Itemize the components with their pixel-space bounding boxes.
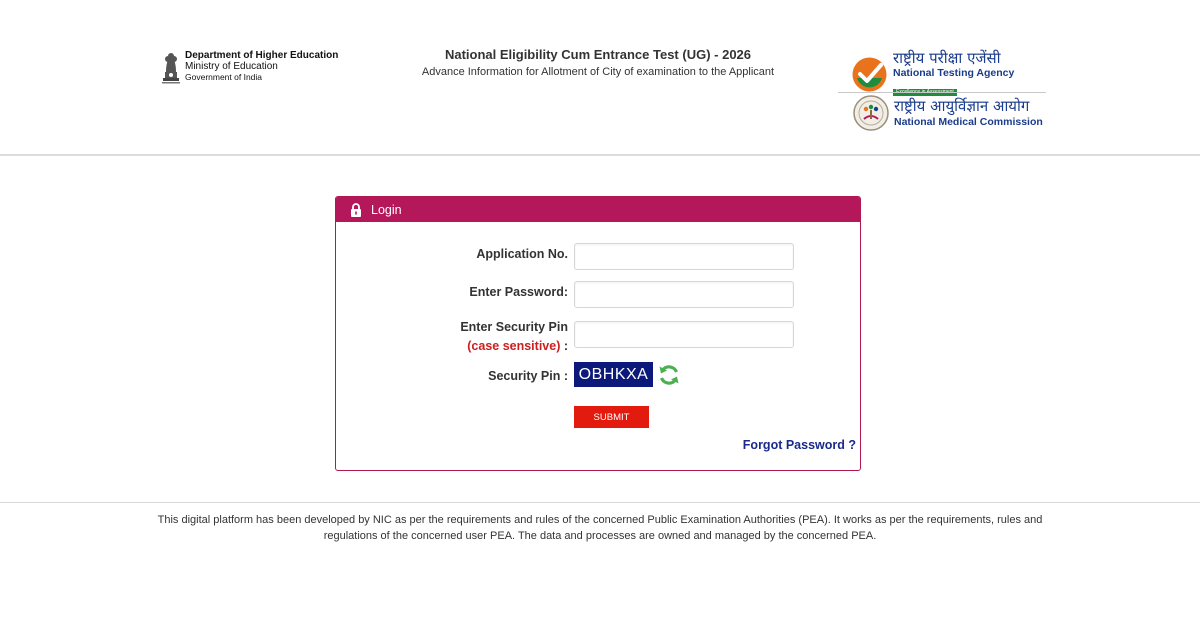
nta-logo <box>851 50 1014 98</box>
case-sensitive-note: (case sensitive) <box>467 339 561 353</box>
login-panel <box>335 196 861 471</box>
password-input[interactable] <box>574 281 794 308</box>
nta-english-name: National Testing Agency <box>893 67 1015 79</box>
application-no-label: Application No. <box>476 247 568 261</box>
login-panel-title: Login <box>371 202 402 217</box>
ministry-logo <box>160 50 338 84</box>
ministry-name: Ministry of Education <box>185 61 278 72</box>
nta-hindi-name: राष्ट्रीय परीक्षा एजेंसी <box>893 49 1001 67</box>
password-label: Enter Password: <box>469 285 568 299</box>
exam-subtitle: Advance Information for Allotment of City of examination to the Applicant <box>421 66 775 78</box>
page-title-block <box>380 47 816 78</box>
dept-name: Department of Higher Education <box>185 50 339 61</box>
captcha-label: Security Pin : <box>488 369 568 383</box>
logo-divider <box>838 92 1046 93</box>
nmc-hindi-name: राष्ट्रीय आयुर्विज्ञान आयोग <box>894 97 1030 115</box>
government-name: Government of India <box>185 72 263 82</box>
login-panel-header <box>336 197 860 222</box>
nmc-emblem-icon <box>853 95 889 131</box>
lock-icon <box>350 203 362 217</box>
exam-title: National Eligibility Cum Entrance Test (UG) - 2026 <box>444 47 752 62</box>
nmc-english-name: National Medical Commission <box>894 116 1043 128</box>
security-pin-label-text: Enter Security Pin <box>460 320 568 334</box>
security-pin-colon: : <box>560 339 568 353</box>
forgot-password-link[interactable]: Forgot Password ? <box>742 438 856 452</box>
security-pin-label <box>460 318 568 356</box>
site-header <box>0 0 1200 156</box>
state-emblem-icon <box>160 50 182 84</box>
nmc-logo <box>853 95 1043 131</box>
application-no-input[interactable] <box>574 243 794 270</box>
footer-divider <box>0 502 1200 503</box>
footer-disclaimer: This digital platform has been developed by NIC as per the requirements and rules of the concerned Public Examination Authorities (PEA). It works as per the requirements, rules and regulations of the concerned user PEA. The data and processes are owned and managed by the concerned PEA. <box>157 514 1043 542</box>
security-pin-input[interactable] <box>574 321 794 348</box>
submit-button[interactable]: SUBMIT <box>574 406 649 428</box>
captcha-image: OBHKXA <box>574 362 653 387</box>
nta-check-icon <box>851 56 888 93</box>
refresh-icon[interactable] <box>656 362 682 388</box>
